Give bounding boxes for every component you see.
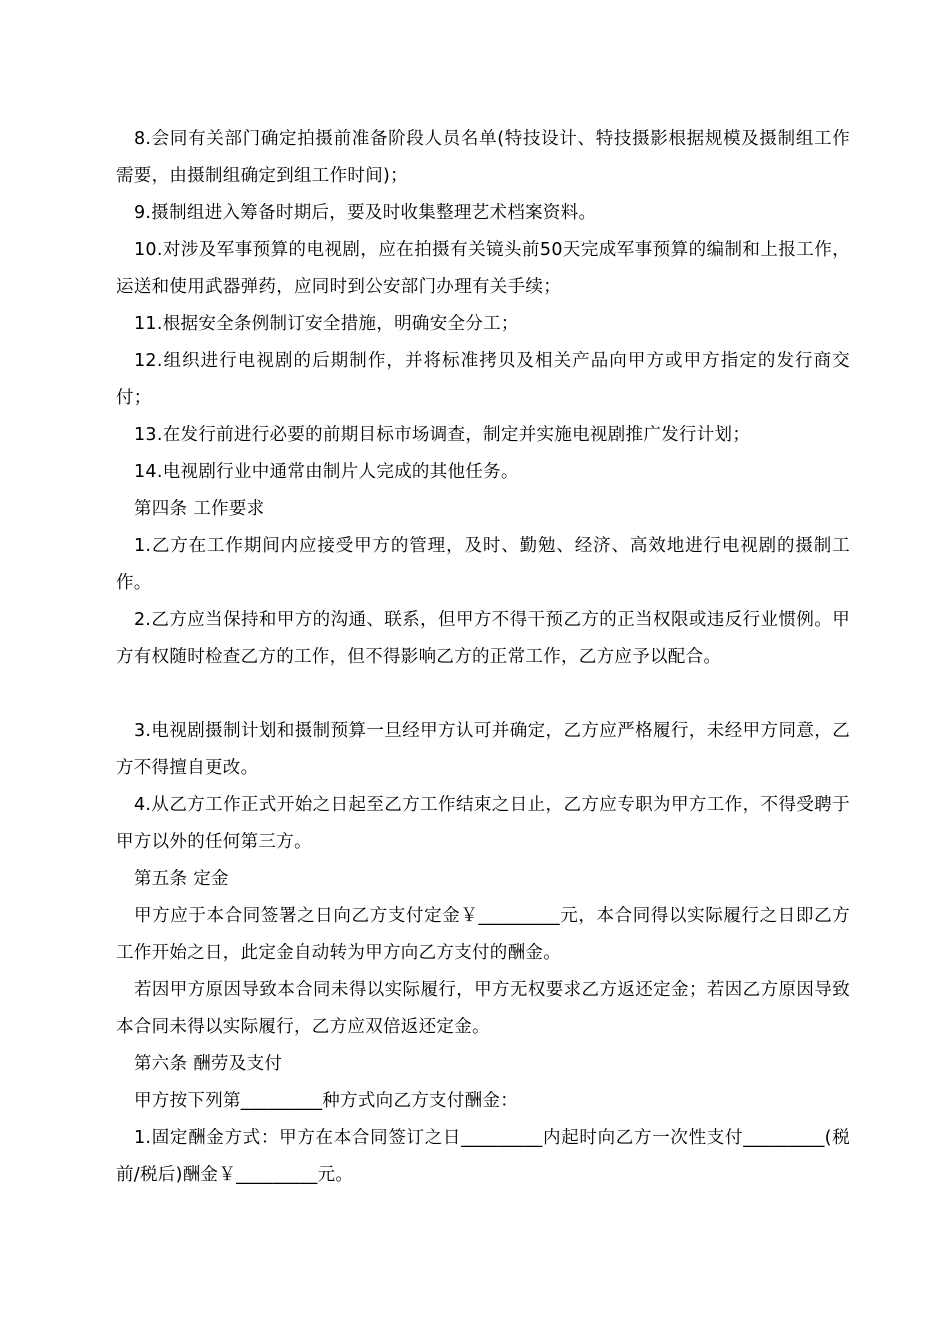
clause-item-13: 13.在发行前进行必要的前期目标市场调查，制定并实施电视剧推广发行计划；	[134, 425, 751, 445]
clause-item-8: 8.会同有关部门确定拍摄前准备阶段人员名单(特技设计、特技摄影根据规模及摄制组工作需要，由摄制组确定到组工作时间)；	[116, 129, 850, 186]
article-4-item-2: 2.乙方应当保持和甲方的沟通、联系，但甲方不得干预乙方的正当权限或违反行业惯例。甲方有权随时检查乙方的工作，但不得影响乙方的正常工作，乙方应予以配合。	[116, 610, 850, 667]
article-4-item-4: 4.从乙方工作正式开始之日起至乙方工作结束之日止，乙方应专职为甲方工作，不得受聘于甲方以外的任何第三方。	[116, 795, 850, 852]
article-6-heading: 第六条 酬劳及支付	[134, 1054, 283, 1074]
article-5-heading: 第五条 定金	[134, 869, 229, 889]
article-6-para-1: 甲方按下列第_________种方式向乙方支付酬金：	[134, 1091, 519, 1111]
article-5-para-2: 若因甲方原因导致本合同未得以实际履行，甲方无权要求乙方返还定金；若因乙方原因导致本合同未得以实际履行，乙方应双倍返还定金。	[116, 980, 850, 1037]
article-4-item-1: 1.乙方在工作期间内应接受甲方的管理，及时、勤勉、经济、高效地进行电视剧的摄制工作。	[116, 536, 850, 593]
article-6-item-1: 1.固定酬金方式：甲方在本合同签订之日_________内起时向乙方一次性支付_________(税前/税后)酬金￥_________元。	[116, 1128, 850, 1185]
clause-item-10: 10.对涉及军事预算的电视剧，应在拍摄有关镜头前50天完成军事预算的编制和上报工作，运送和使用武器弹药，应同时到公安部门办理有关手续；	[116, 240, 850, 297]
article-4-heading: 第四条 工作要求	[134, 499, 265, 519]
clause-item-11: 11.根据安全条例制订安全措施，明确安全分工；	[134, 314, 519, 334]
blank-line	[116, 676, 850, 713]
document-body	[116, 121, 850, 1194]
article-5-para-1: 甲方应于本合同签署之日向乙方支付定金￥_________元，本合同得以实际履行之日即乙方工作开始之日，此定金自动转为甲方向乙方支付的酬金。	[116, 906, 850, 963]
clause-item-14: 14.电视剧行业中通常由制片人完成的其他任务。	[134, 462, 519, 482]
article-4-item-3: 3.电视剧摄制计划和摄制预算一旦经甲方认可并确定，乙方应严格履行，未经甲方同意，乙方不得擅自更改。	[116, 721, 850, 778]
clause-item-12: 12.组织进行电视剧的后期制作，并将标准拷贝及相关产品向甲方或甲方指定的发行商交付；	[116, 351, 850, 408]
clause-item-9: 9.摄制组进入筹备时期后，要及时收集整理艺术档案资料。	[134, 203, 597, 223]
